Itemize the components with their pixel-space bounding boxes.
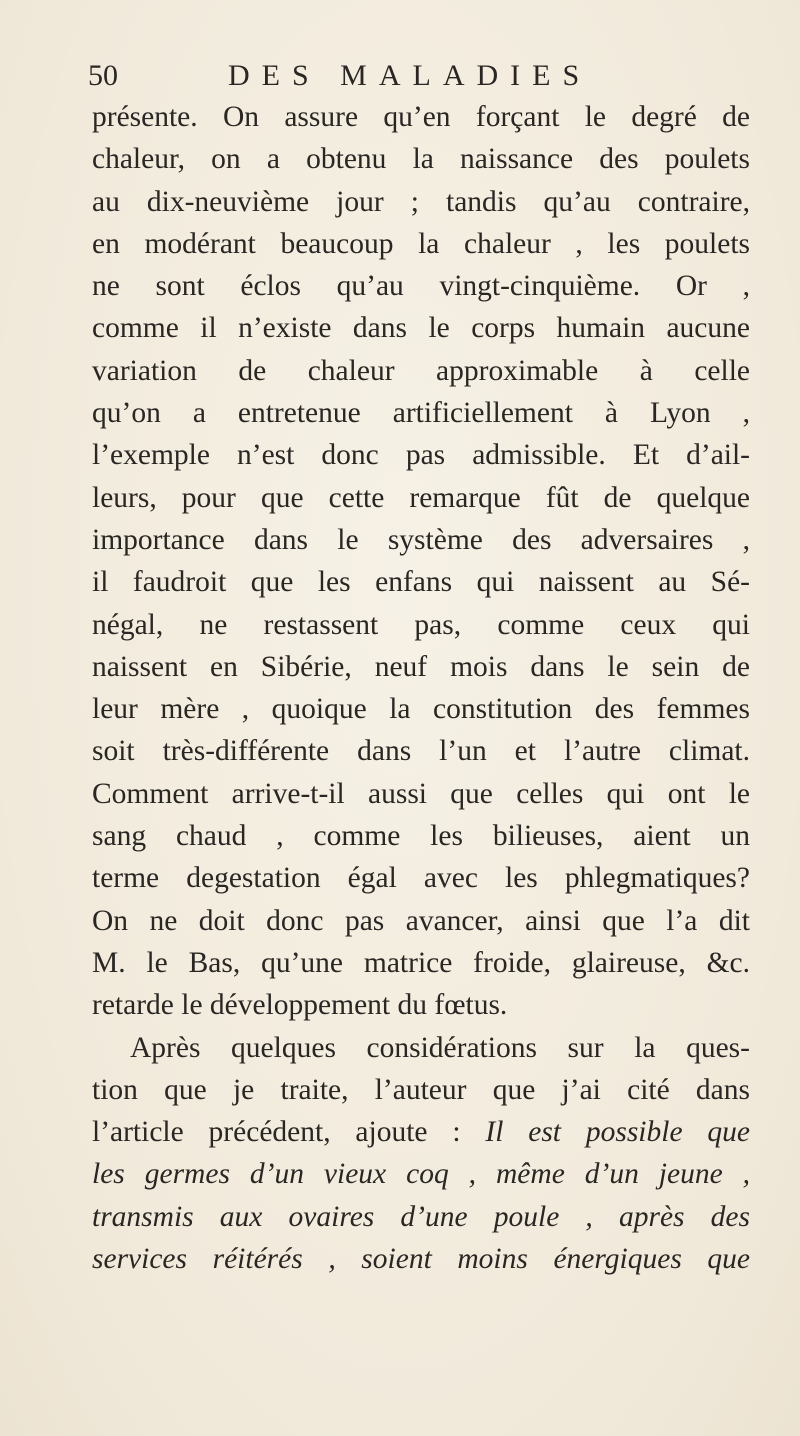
text-line: l’exemple n’est donc pas admissible. Et d’ail- [92, 439, 750, 472]
page-header [88, 56, 728, 96]
text-line: leurs, pour que cette remarque fût de quelque [92, 481, 750, 514]
text-line: leur mère , quoique la constitution des femmes [92, 693, 750, 726]
text-line [92, 1111, 750, 1153]
text-line: tion que je traite, l’auteur que j’ai cité dans [92, 1073, 750, 1106]
text-line: M. le Bas, qu’une matrice froide, glaireuse, &c. [92, 946, 750, 979]
text-line: comme il n’existe dans le corps humain aucune [92, 312, 750, 345]
text-line: Après quelques considérations sur la ques- [130, 1031, 750, 1064]
text-line: importance dans le système des adversaires , [92, 523, 750, 556]
text-line-italic: transmis aux ovaires d’une poule , après des [92, 1200, 750, 1233]
text-line: négal, ne restassent pas, comme ceux qui [92, 608, 750, 641]
text-line: soit très-différente dans l’un et l’autre climat. [92, 735, 750, 768]
text-line: présente. On assure qu’en forçant le degré de [92, 101, 750, 133]
text-line-italic: les germes d’un vieux coq , même d’un jeune , [92, 1158, 750, 1191]
text-line: sang chaud , comme les bilieuses, aient un [92, 820, 750, 853]
text-line: variation de chaleur approximable à celle [92, 354, 750, 387]
text-line: retarde le développement du fœtus. [92, 989, 508, 1022]
text-line: Comment arrive-t-il aussi que celles qui ont le [92, 777, 750, 810]
text-line-italic: services réitérés , soient moins énergiques que [92, 1243, 750, 1276]
text-italic: Il est possible que [485, 1116, 750, 1149]
text-line: On ne doit donc pas avancer, ainsi que l’a dit [92, 904, 750, 937]
text-line: en modérant beaucoup la chaleur , les poulets [92, 227, 750, 260]
body-text [92, 96, 750, 1280]
text-line: qu’on a entretenue artificiellement à Lyon , [92, 397, 750, 430]
text-line: il faudroit que les enfans qui naissent au Sé- [92, 566, 750, 599]
text-line: chaleur, on a obtenu la naissance des poulets [92, 143, 750, 176]
page-number: 50 [88, 59, 118, 92]
text-line: au dix-neuvième jour ; tandis qu’au contraire, [92, 185, 750, 218]
text-line: terme degestation égal avec les phlegmatiques? [92, 862, 750, 895]
text-line: naissent en Sibérie, neuf mois dans le sein de [92, 650, 750, 683]
running-title: DES MALADIES [228, 59, 592, 92]
text-line: ne sont éclos qu’au vingt-cinquième. Or , [92, 270, 750, 303]
text-roman: l’article précédent, ajoute : [92, 1116, 486, 1149]
